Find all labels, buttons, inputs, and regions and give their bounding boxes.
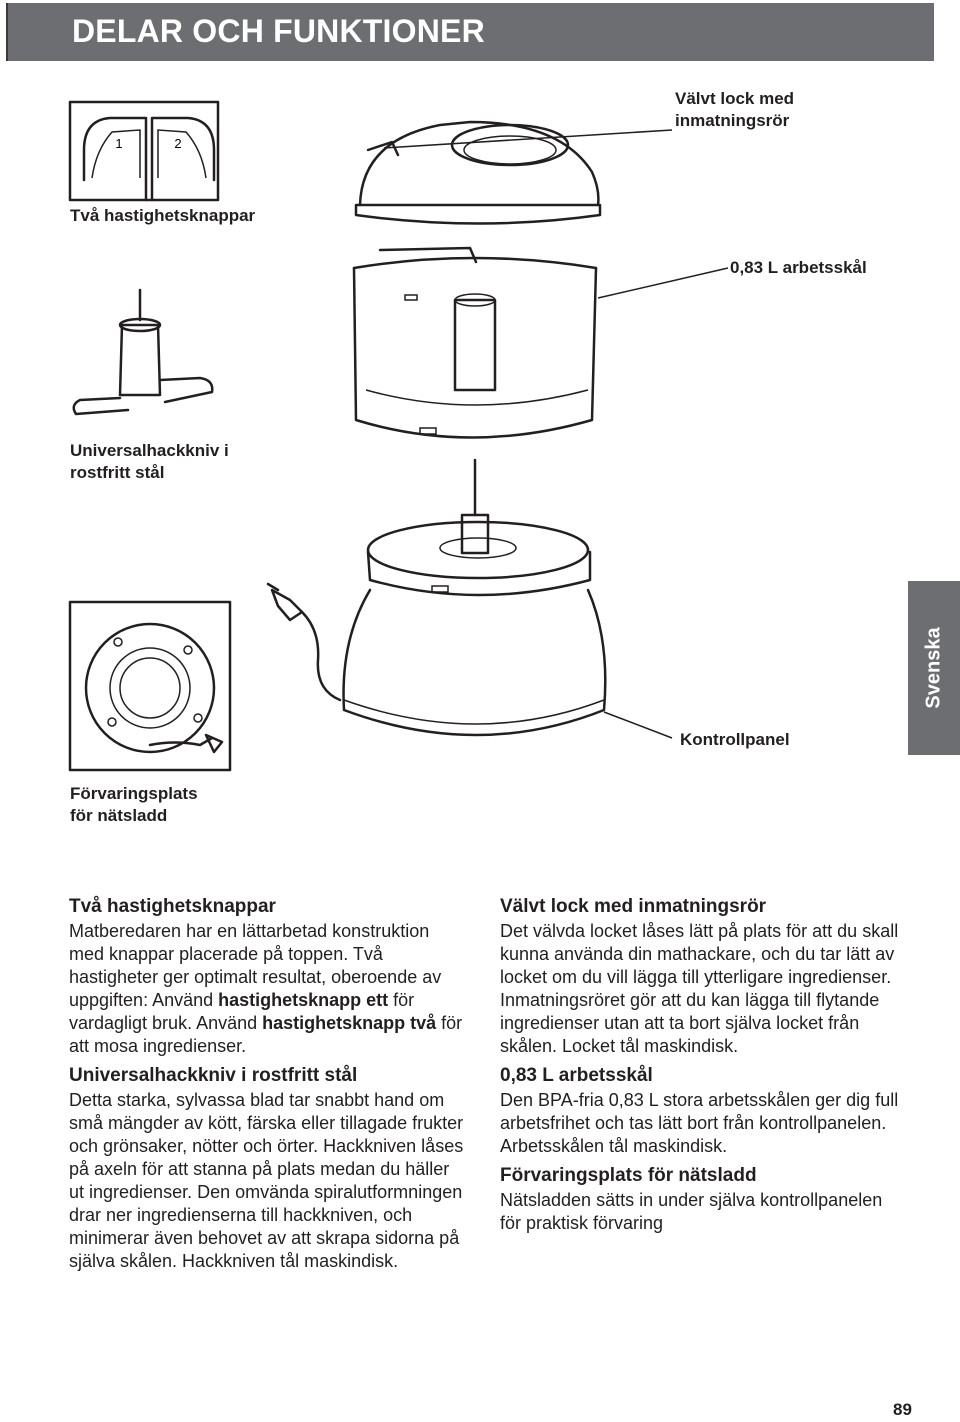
- section-body-cord: Nätsladden sätts in under själva kontrollpanelen för praktisk förvaring: [500, 1190, 883, 1233]
- speed-buttons-illustration: [70, 102, 218, 200]
- section-title-speed: Två hastighetsknappar: [69, 896, 276, 917]
- section-title-lid: Välvt lock med inmatningsrör: [500, 896, 767, 917]
- right-column: [500, 895, 900, 1241]
- section-title-bowl: 0,83 L arbetsskål: [500, 1065, 653, 1086]
- bowl-illustration: [354, 248, 596, 438]
- section-title-blade: Universalhackkniv i rostfritt stål: [69, 1065, 358, 1086]
- cord-storage-label: Förvaringsplats för nätsladd: [70, 784, 198, 825]
- blade-illustration: [74, 290, 213, 414]
- speed-buttons-label: Två hastighetsknappar: [70, 206, 256, 225]
- cord-storage-illustration: [70, 602, 230, 770]
- section-title-cord: Förvaringsplats för nätsladd: [500, 1165, 757, 1186]
- page-number: 89: [893, 1400, 912, 1419]
- bowl-label: 0,83 L arbetsskål: [730, 258, 867, 277]
- button-one-number: 1: [115, 136, 123, 151]
- section-body-speed: Matberedaren har en lättarbetad konstruktion med knappar placerade på toppen. Två hastigheter ger optimalt resultat, oberoende av uppgiften: Använd hastighetsknapp ett för vardagligt bruk. Använd hastighetsknapp två för att mosa ingredienser.: [69, 921, 463, 1056]
- speed-inset-frame: [70, 102, 218, 200]
- language-tab-label: Svenska: [922, 627, 945, 709]
- cord-plug-illustration: [268, 584, 340, 700]
- section-body-blade: Detta starka, sylvassa blad tar snabbt hand om små mängder av kött, färska eller tillagade frukter och grönsaker, nötter och örter. Hackkniven låses på axeln för att stanna på plats medan du häller ut ingredienser. Den omvända spiralutformningen drar ner ingredienserna till hackkniven, och minimerar även behovet av att skrapa sidorna på själva skålen. Hackkniven tål maskindisk.: [69, 1090, 464, 1271]
- section-body-lid: Det välvda locket låses lätt på plats för att du skall kunna använda din mathackare, och du tar lätt av locket om du vill lägga till ytterligare ingredienser. Inmatningsröret gör att du kan lägga till flytande ingredienser utan att ta bort själva locket från skålen. Locket tål maskindisk.: [500, 921, 899, 1056]
- lid-label: Välvt lock med inmatningsrör: [675, 89, 795, 130]
- section-body-bowl: Den BPA-fria 0,83 L stora arbetsskålen ger dig full arbetsfrihet och tas lätt bort från kontrollpanelen. Arbetsskålen tål maskindisk.: [500, 1090, 899, 1156]
- button-two-number: 2: [174, 136, 182, 151]
- base-illustration: [344, 460, 606, 735]
- control-panel-label: Kontrollpanel: [680, 730, 790, 749]
- page-title: DELAR OCH FUNKTIONER: [72, 13, 485, 49]
- left-column: [69, 895, 469, 1279]
- blade-label: Universalhackkniv i rostfritt stål: [70, 441, 229, 482]
